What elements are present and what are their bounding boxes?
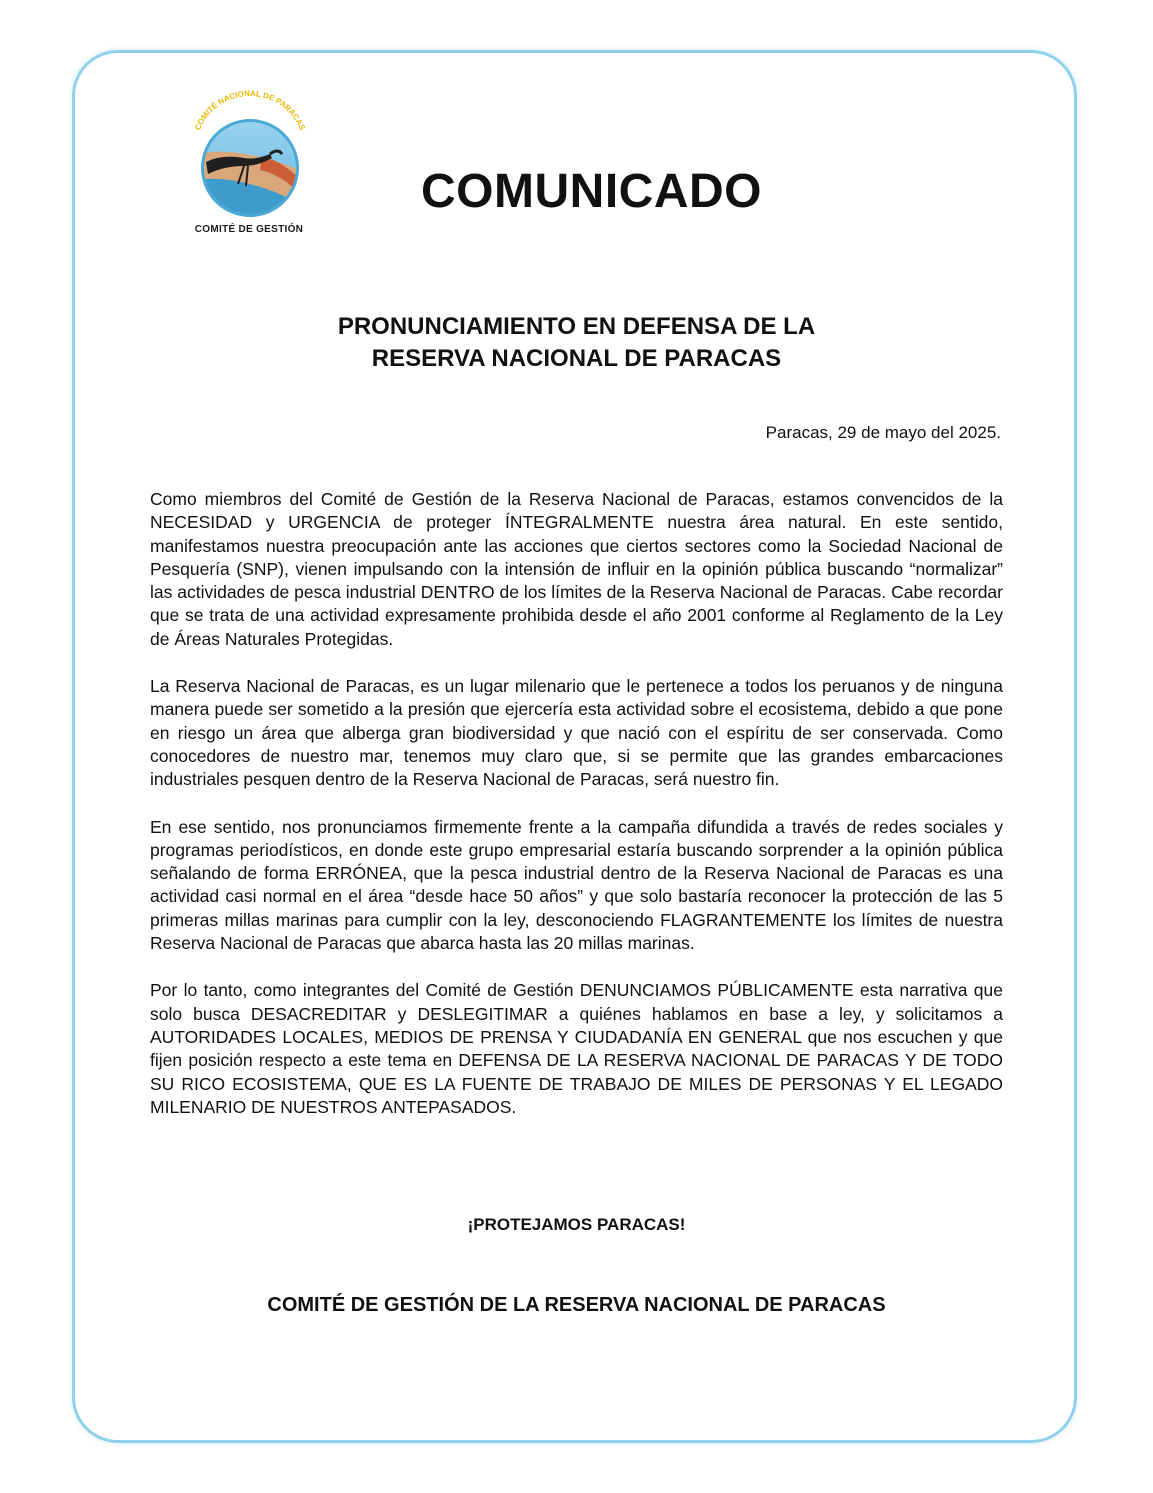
subtitle-line-2: RESERVA NACIONAL DE PARACAS: [371, 345, 782, 372]
closing-slogan: ¡PROTEJAMOS PARACAS!: [467, 1215, 686, 1234]
document-date: Paracas, 29 de mayo del 2025.: [765, 423, 1001, 442]
page-title: COMUNICADO: [421, 165, 762, 218]
paragraph: En ese sentido, nos pronunciamos firmemente frente a la campaña difundida a través de redes sociales y programas periodísticos, en donde este grupo empresarial estaría buscando sorprender a la opinión pública señalando de forma ERRÓNEA, que la pesca industrial dentro de la Reserva Nacional de Paracas es una actividad casi normal en el área “desde hace 50 años” y que solo bastaría reconocer la protección de las 5 primeras millas marinas para cumplir con la ley, desconociendo FLAGRANTEMENTE los límites de nuestra Reserva Nacional de Paracas que abarca hasta las 20 millas marinas.: [150, 816, 1003, 954]
subtitle-line-1: PRONUNCIAMIENTO EN DEFENSA DE LA: [337, 313, 816, 340]
paragraph: Como miembros del Comité de Gestión de la Reserva Nacional de Paracas, estamos convencidos de la NECESIDAD y URGENCIA de proteger ÍNTEGRALMENTE nuestra área natural. En este sentido, manifestamos nuestra preocupación ante las acciones que ciertos sectores como la Sociedad Nacional de Pesquería (SNP), vienen impulsando con la intensión de influir en la opinión pública buscando “normalizar” las actividades de pesca industrial DENTRO de los límites de la Reserva Nacional de Paracas. Cabe recordar que se trata de una actividad expresamente prohibida desde el año 2001 conforme al Reglamento de la Ley de Áreas Naturales Protegidas.: [150, 489, 1003, 649]
document-body: [150, 488, 1003, 1143]
signature: COMITÉ DE GESTIÓN DE LA RESERVA NACIONAL DE PARACAS: [267, 1294, 886, 1316]
paragraph: La Reserva Nacional de Paracas, es un lugar milenario que le pertenece a todos los peruanos y de ninguna manera puede ser sometido a la presión que ejercería esta actividad sobre el ecosistema, debido a que pone en riesgo un área que alberga gran biodiversidad y que nació con el espíritu de ser conservada. Como conocedores de nuestro mar, tenemos muy claro que, si se permite que las grandes embarcaciones industriales pesquen dentro de la Reserva Nacional de Paracas, será nuestro fin.: [150, 676, 1003, 790]
logo-caption: COMITÉ DE GESTIÓN: [194, 224, 304, 235]
logo-arc-text: COMITÉ NACIONAL DE PARACAS: [193, 88, 307, 132]
document-subtitle: [0, 311, 1153, 375]
paragraph: Por lo tanto, como integrantes del Comité de Gestión DENUNCIAMOS PÚBLICAMENTE esta narrativa que solo busca DESACREDITAR y DESLEGITIMAR a quiénes hablamos en base a ley, y solicitamos a AUTORIDADES LOCALES, MEDIOS DE PRENSA Y CIUDADANÍA EN GENERAL que nos escuchen y que fijen posición respecto a este tema en DEFENSA DE LA RESERVA NACIONAL DE PARACAS Y DE TODO SU RICO ECOSISTEMA, QUE ES LA FUENTE DE TRABAJO DE MILES DE PERSONAS Y EL LEGADO MILENARIO DE NUESTROS ANTEPASADOS.: [150, 980, 1003, 1117]
